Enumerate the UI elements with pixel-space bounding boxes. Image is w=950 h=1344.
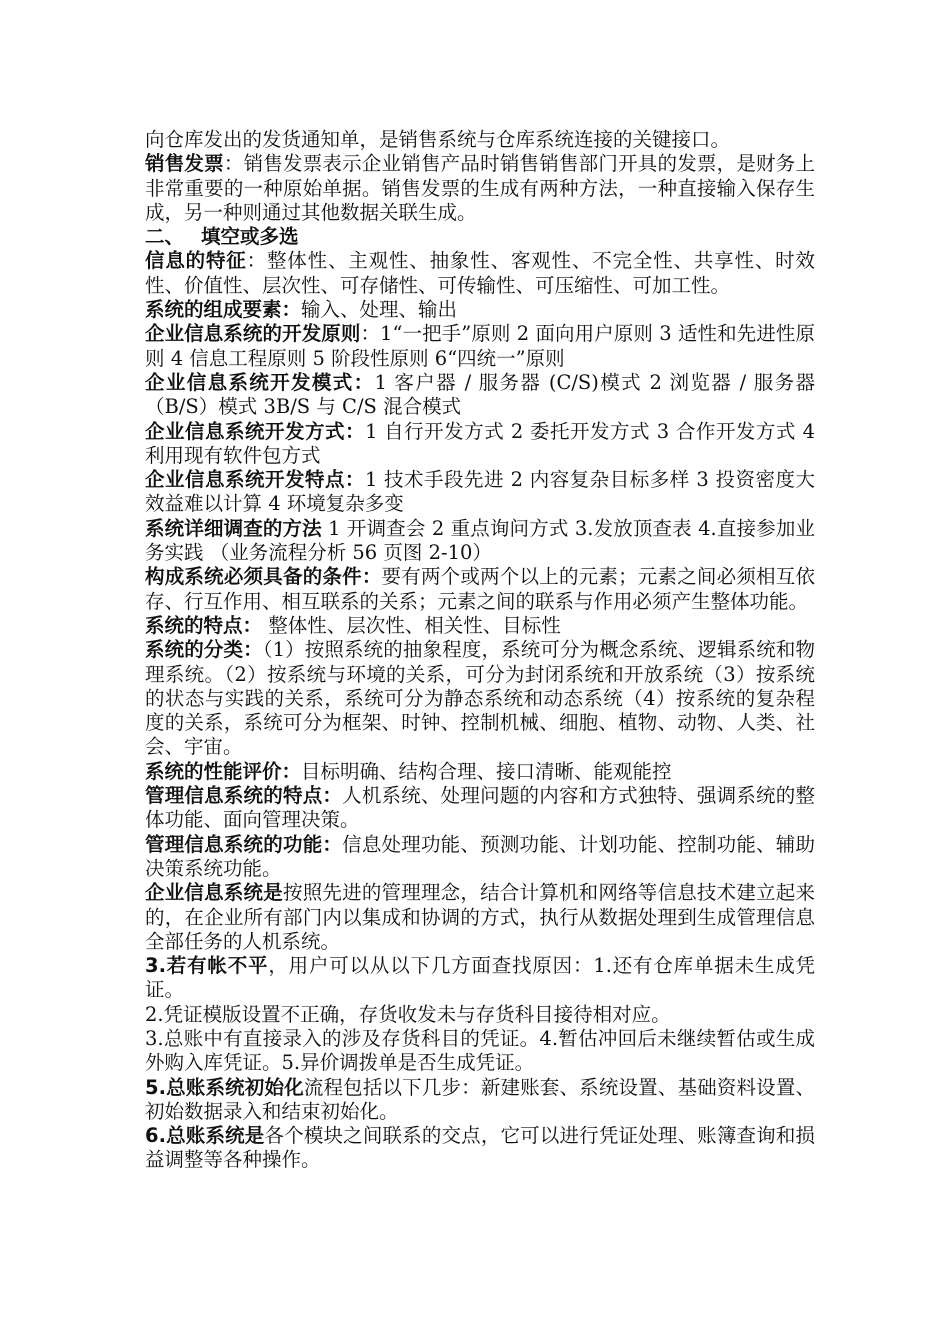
item-label: 企业信息系统的开发原则 bbox=[145, 322, 361, 346]
item-label: 系统的组成要素： bbox=[145, 298, 302, 322]
item-text: 1 技术手段先进 2 内容复杂目标多样 3 投资密度大效益难以计算 4 环境复杂多变 bbox=[145, 468, 815, 516]
item-text: ：整体性、主观性、抽象性、客观性、不完全性、共享性、时效性、价值性、层次性、可存储性、可传输性、可压缩性、可加工性。 bbox=[145, 249, 815, 297]
item-text: 1 自行开发方式 2 委托开发方式 3 合作开发方式 4 利用现有软件包方式 bbox=[145, 419, 815, 467]
item-mis-features bbox=[145, 784, 815, 833]
item-label: 系统的分类： bbox=[145, 638, 263, 662]
item-text: 1 客户器 / 服务器 (C/S)模式 2 浏览器 / 服务器（B/S）模式 3B/S 与 C/S 混合模式 bbox=[145, 370, 815, 419]
item-text: 各个模块之间联系的交点，它可以进行凭证处理、账簿查询和损益调整等各种操作。 bbox=[145, 1124, 815, 1172]
item-text: 2.凭证模版设置不正确，存货收发未与存货科目接待相对应。 bbox=[145, 1002, 671, 1026]
item-performance-evaluation bbox=[145, 760, 815, 784]
item-text: （1）按照系统的抽象程度，系统可分为概念系统、逻辑系统和物理系统。（2）按系统与环境的关系，可分为封闭系统和开放系统（3）按系统的状态与实践的关系，系统可分为静态系统和动态系统（4）按系统的复杂程度的关系，系统可分为框架、时钟、控制机械、细胞、植物、动物、人类、社会、宇宙。 bbox=[145, 638, 815, 759]
item-information-features bbox=[145, 249, 815, 298]
item-development-features bbox=[145, 468, 815, 517]
section-title: 填空或多选 bbox=[201, 225, 299, 249]
item-development-principles bbox=[145, 322, 815, 371]
item-label: 企业信息系统开发特点： bbox=[145, 468, 365, 492]
item-label: 6.总账系统是 bbox=[145, 1124, 265, 1148]
paragraph-text: ：销售发票表示企业销售产品时销售销售部门开具的发票，是财务上非常重要的一种原始单据。销售发票的生成有两种方法，一种直接输入保存生成，另一种则通过其他数据关联生成。 bbox=[145, 152, 815, 224]
item-text: 人机系统、处理问题的内容和方式独特、强调系统的整体功能、面向管理决策。 bbox=[145, 784, 815, 832]
item-label: 构成系统必须具备的条件： bbox=[145, 565, 382, 589]
item-label: 企业信息系统开发方式： bbox=[145, 419, 366, 443]
item-label: 系统的特点： bbox=[145, 613, 263, 637]
item-voucher-template bbox=[145, 1003, 815, 1027]
item-development-methods bbox=[145, 420, 815, 469]
item-text: 3.总账中有直接录入的涉及存货科目的凭证。4.暂估冲回后未继续暂估或生成外购入库凭证。5.异价调拨单是否生成凭证。 bbox=[145, 1026, 815, 1075]
item-label: 5.总账系统初始化 bbox=[145, 1075, 304, 1099]
paragraph-label: 销售发票 bbox=[145, 152, 224, 176]
item-ledger-system bbox=[145, 1124, 815, 1173]
item-label: 企业信息系统开发模式： bbox=[145, 370, 375, 394]
item-system-components bbox=[145, 298, 815, 322]
item-system-characteristics bbox=[145, 614, 815, 638]
item-ledger-initialization bbox=[145, 1076, 815, 1125]
item-text: 按照先进的管理理念，结合计算机和网络等信息技术建立起来的，在企业所有部门内以集成和协调的方式，执行从数据处理到生成管理信息全部任务的人机系统。 bbox=[145, 881, 815, 953]
paragraph-delivery-notice bbox=[145, 128, 815, 152]
item-development-modes bbox=[145, 371, 815, 420]
item-text: 要有两个或两个以上的元素；元素之间必须相互依存、行互作用、相互联系的关系；元素之间的联系与作用必须产生整体功能。 bbox=[145, 565, 815, 613]
item-system-classification bbox=[145, 638, 815, 759]
item-text: 流程包括以下几步：新建账套、系统设置、基础资料设置、初始数据录入和结束初始化。 bbox=[145, 1075, 815, 1123]
item-unbalanced-accounts bbox=[145, 954, 815, 1003]
item-system-conditions bbox=[145, 565, 815, 614]
section-number: 二、 bbox=[145, 225, 185, 249]
item-survey-methods bbox=[145, 517, 815, 566]
item-text: 1 开调查会 2 重点询问方式 3.发放顶查表 4.直接参加业务实践 （业务流程分析 56 页图 2-10） bbox=[145, 516, 815, 565]
item-text: 整体性、层次性、相关性、目标性 bbox=[262, 613, 561, 637]
item-direct-entry bbox=[145, 1027, 815, 1076]
item-label: 企业信息系统是 bbox=[145, 881, 283, 905]
item-label: 系统的性能评价： bbox=[145, 759, 302, 783]
item-text: 输入、处理、输出 bbox=[301, 298, 458, 322]
item-mis-functions bbox=[145, 833, 815, 882]
item-label: 3.若有帐不平 bbox=[145, 954, 269, 978]
item-label: 系统详细调查的方法 bbox=[145, 516, 322, 540]
item-text: ：1“一把手”原则 2 面向用户原则 3 适性和先进性原则 4 信息工程原则 5 阶段性原则 6“四统一”原则 bbox=[145, 322, 815, 370]
paragraph-sales-invoice bbox=[145, 152, 815, 225]
item-text: 目标明确、结构合理、接口清晰、能观能控 bbox=[301, 759, 672, 783]
paragraph-text: 向仓库发出的发货通知单，是销售系统与仓库系统连接的关键接口。 bbox=[145, 128, 731, 151]
section-heading bbox=[145, 225, 815, 249]
item-label: 管理信息系统的功能： bbox=[145, 832, 343, 856]
item-label: 信息的特征 bbox=[145, 249, 247, 273]
item-text: ，用户可以从以下几方面查找原因：1.还有仓库单据未生成凭证。 bbox=[145, 954, 815, 1002]
item-label: 管理信息系统的特点： bbox=[145, 784, 343, 808]
item-text: 信息处理功能、预测功能、计划功能、控制功能、辅助决策系统功能。 bbox=[145, 832, 815, 880]
document-page bbox=[145, 128, 815, 1173]
item-enterprise-is-definition bbox=[145, 881, 815, 954]
